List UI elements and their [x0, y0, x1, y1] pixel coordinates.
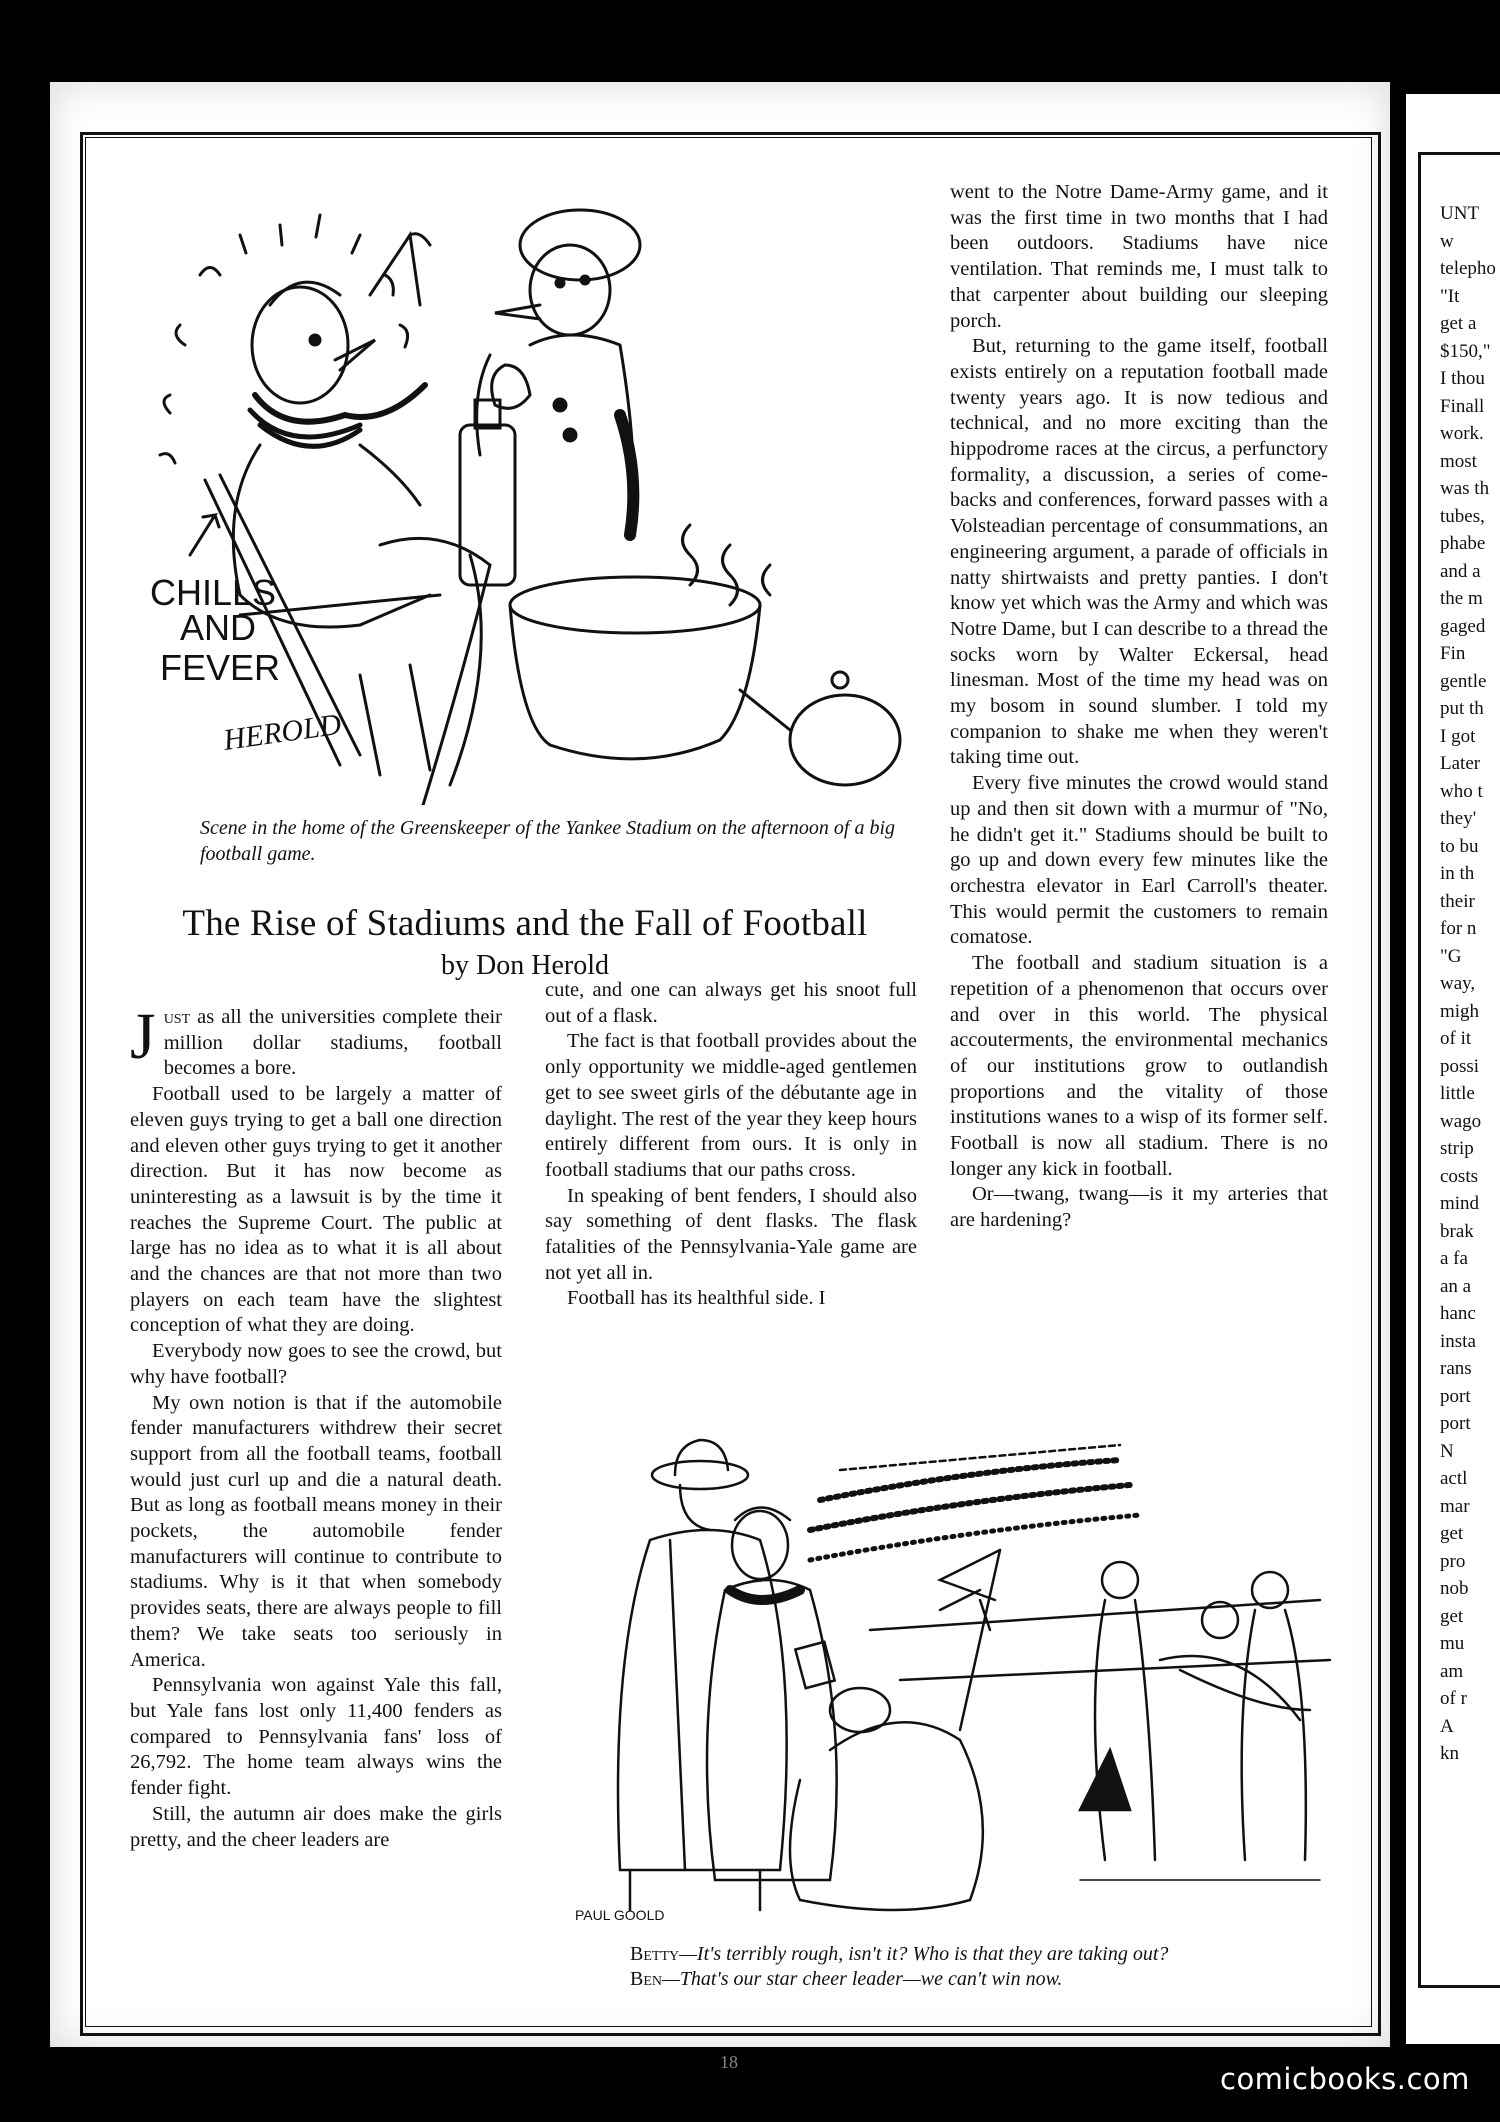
paragraph: The football and stadium situation is a repetition of a phenomenon that occurs over and over in this world. The physical accouterments, the environmental mechanics of our institutions grow to outlandish proportions and the vitality of those institutions wanes to a wisp of its former self. Football is now all stadium. There is no longer any kick in football.: [950, 952, 1328, 1180]
facing-page-line: mind: [1440, 1193, 1480, 1214]
illustration-caption: Scene in the home of the Greenskeeper of the Yankee Stadium on the afternoon of a big football game.: [200, 817, 896, 865]
speaker-name: Betty: [630, 1943, 680, 1965]
paragraph: But, returning to the game itself, football exists entirely on a reputation football made twenty years ago. It is now tedious and technical, and no more exciting than the hippodrome races at the circus, a perfunctory formality, a discussion, a series of come-backs and conferences, forward passes with a Volsteadian percentage of consummations, an engineering argument, a parade of officials in natty shirtwaists and pretty panties. I don't know yet which was the Army and which was Notre Dame, but I can describe to a thread the socks worn by Walter Eckersal, head linesman. Most of the time my head was on my bosom in sound slumber. I told my companion to shake me when they weren't taking time out.: [950, 335, 1328, 769]
facing-page-line: actl: [1440, 1468, 1468, 1489]
paragraph: Pennsylvania won against Yale this fall, but Yale fans lost only 11,400 fenders as compared to Pennsylvania fans' loss of 26,792. The home team always wins the fender fight.: [130, 1674, 502, 1800]
opening-text: as all the universities complete their million dollar stadiums, football becomes a bore.: [163, 1006, 502, 1080]
facing-page-line: for n: [1440, 918, 1477, 939]
facing-page-line: an a: [1440, 1275, 1472, 1297]
facing-page-line: way,: [1440, 973, 1476, 994]
facing-page-line: phabe: [1440, 533, 1486, 554]
paragraph: went to the Notre Dame-Army game, and it was the first time in two months that I had been outdoors. Stadiums have nice ventilation. That reminds me, I must talk to that carpenter about building our sleeping porch.: [950, 181, 1328, 332]
facing-page-line: "It: [1440, 285, 1460, 307]
facing-page-line: migh: [1440, 1000, 1480, 1022]
facing-page-line: UNT: [1440, 203, 1480, 224]
facing-page-line: rans: [1440, 1358, 1472, 1379]
facing-page-line: hanc: [1440, 1303, 1476, 1324]
facing-page-line: little: [1440, 1083, 1475, 1104]
facing-page-line: gentle: [1440, 670, 1487, 692]
facing-page-line: nob: [1440, 1578, 1469, 1599]
facing-page-line: work.: [1440, 423, 1484, 444]
facing-page-line: a fa: [1440, 1248, 1468, 1269]
facing-page-line: in th: [1440, 863, 1475, 884]
facing-page-text: [1440, 200, 1500, 1768]
facing-page-line: am: [1440, 1660, 1464, 1682]
paragraph: cute, and one can always get his snoot full out of a flask.: [545, 979, 917, 1027]
facing-page-line: port: [1440, 1385, 1471, 1407]
opening-smallcaps: ust: [163, 1006, 191, 1028]
paragraph: In speaking of bent fenders, I should also say something of dent flasks. The flask fatalities of the Pennsylvania-Yale game are not yet all in.: [545, 1184, 917, 1284]
facing-page-line: of r: [1440, 1688, 1467, 1709]
facing-page-line: tubes,: [1440, 505, 1485, 527]
hand-lettering: CHILLS: [150, 572, 277, 613]
facing-page-line: their: [1440, 890, 1475, 912]
paragraph: Football has its healthful side. I: [567, 1287, 826, 1310]
paragraph: Or—twang, twang—is it my arteries that are hardening?: [950, 1183, 1328, 1232]
facing-page-line: get: [1440, 1605, 1464, 1627]
facing-page-line: get: [1440, 1523, 1464, 1544]
facing-page-line: of it: [1440, 1028, 1472, 1049]
facing-page-line: wago: [1440, 1110, 1482, 1132]
hand-lettering-and: AND: [180, 607, 257, 648]
dialogue-text: It's terribly rough, isn't it? Who is that they are taking out?: [696, 1943, 1169, 1965]
dialogue-line: Betty—It's terribly rough, isn't it? Who is that they are taking out?: [630, 1943, 1169, 1965]
facing-page-line: Finall: [1440, 395, 1485, 417]
artist-signature: HEROLD: [221, 707, 344, 757]
facing-page-line: I got: [1440, 725, 1476, 747]
column-1: [130, 1000, 502, 1853]
facing-page-line: w: [1440, 230, 1454, 252]
paragraph: Football used to be largely a matter of eleven guys trying to get a ball one direction and eleven other guys trying to get it another direction. But it has now become as uninteresting as a lawsuit is by the time it reaches the Supreme Court. The public at large has no idea as to what it is all about and the chances are that not more than two players on each team have the slightest conception of what they are doing.: [130, 1083, 502, 1337]
facing-page-line: to bu: [1440, 835, 1479, 857]
facing-page-line: mu: [1440, 1633, 1465, 1654]
paragraph: Everybody now goes to see the crowd, but why have football?: [130, 1340, 502, 1388]
facing-page-line: "G: [1440, 945, 1462, 967]
chills-and-fever-cartoon: [130, 195, 920, 805]
column-2: [545, 978, 917, 1312]
article-byline: by Don Herold: [441, 950, 609, 981]
facing-page-line: strip: [1440, 1138, 1474, 1159]
facing-page-line: pro: [1440, 1550, 1466, 1572]
facing-page-line: Fin: [1440, 643, 1466, 664]
page-number: 18: [720, 2052, 738, 2072]
dialogue-text: That's our star cheer leader—we can't win now.: [679, 1968, 1063, 1990]
paragraph: The fact is that football provides about the only opportunity we middle-aged gentlemen get to see sweet girls of the débutante age in daylight. The rest of the year they keep hours entirely different from ours. It is only in football stadiums that our paths cross.: [545, 1030, 917, 1181]
facing-page-line: costs: [1440, 1165, 1478, 1187]
facing-page-line: the m: [1440, 588, 1483, 609]
facing-page-line: possi: [1440, 1055, 1480, 1077]
hand-lettering-fever: FEVER: [160, 647, 281, 688]
facing-page-line: Later: [1440, 753, 1481, 774]
site-watermark: comicbooks.com: [1220, 2062, 1470, 2096]
facing-page-line: brak: [1440, 1220, 1474, 1242]
speaker-name: Ben: [630, 1968, 663, 1990]
column-3: [950, 180, 1328, 1234]
facing-page-line: N: [1440, 1440, 1454, 1462]
article-title: The Rise of Stadiums and the Fall of Football: [182, 903, 868, 944]
facing-page-line: and a: [1440, 560, 1481, 582]
illustration-caption-dialogue: [630, 1942, 1350, 1992]
facing-page-line: insta: [1440, 1330, 1476, 1352]
facing-page-line: kn: [1440, 1743, 1459, 1764]
facing-page-line: gaged: [1440, 615, 1486, 637]
paragraph: Still, the autumn air does make the girls pretty, and the cheer leaders are: [130, 1802, 502, 1851]
football-spectators-cartoon: [560, 1430, 1340, 1930]
facing-page-line: get a: [1440, 313, 1477, 334]
facing-page-line: port: [1440, 1413, 1471, 1434]
facing-page-line: $150,": [1440, 340, 1491, 362]
paragraph: My own notion is that if the automobile fender manufacturers withdrew their secret support from all the football teams, football would just curl up and die a natural death. But as long as football means money in their pockets, the automobile fender manufacturers will continue to contribute to stadiums. Why is it that when somebody provides seats, there are always people to fill them? We take seats too seriously in America.: [130, 1391, 502, 1671]
facing-page-line: I thou: [1440, 368, 1485, 389]
facing-page-line: was th: [1440, 478, 1490, 499]
facing-page-line: most: [1440, 450, 1477, 472]
artist-signature: PAUL GOOLD: [575, 1907, 665, 1923]
facing-page-line: A: [1440, 1715, 1454, 1737]
facing-page-line: mar: [1440, 1495, 1470, 1517]
paragraph: Every five minutes the crowd would stand up and then sit down with a murmur of "No, he didn't get it." Stadiums should be built to go up and down every few minutes like the orchestra elevator in Earl Carroll's theater. This would permit the customers to remain comatose.: [950, 772, 1328, 949]
facing-page-line: put th: [1440, 698, 1484, 719]
drop-cap: J: [130, 1000, 156, 1073]
facing-page-line: they': [1440, 808, 1477, 829]
dialogue-line: Ben—That's our star cheer leader—we can't win now.: [630, 1968, 1063, 1990]
facing-page-line: who t: [1440, 780, 1483, 802]
facing-page-line: telepho: [1440, 258, 1496, 279]
